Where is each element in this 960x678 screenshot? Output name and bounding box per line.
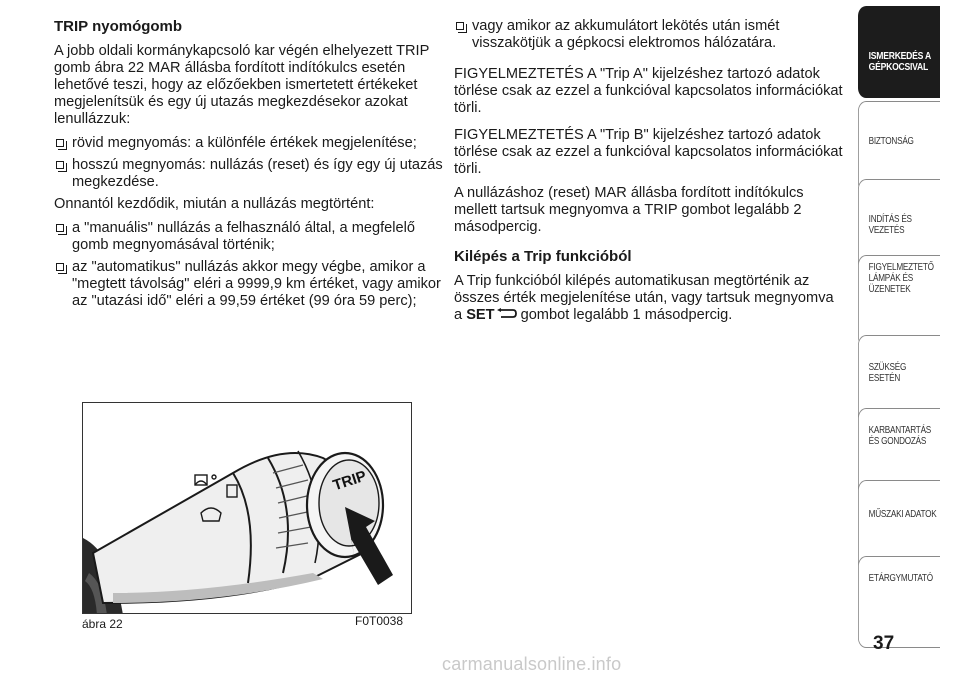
tab-muszaki[interactable]: MŰSZAKI ADATOK xyxy=(858,480,940,572)
warning-trip-b: FIGYELMEZTETÉS A "Trip B" kijelzéshez tartozó adatok törlése csak az ezzel a funkcióval kapcsolatos információkat törli. xyxy=(454,127,843,177)
list-item-text: a "manuális" nullázás a felhasználó által, a megfelelő gomb megnyomásával történik; xyxy=(72,220,415,253)
figure-caption: ábra 22 xyxy=(82,617,123,631)
list-item xyxy=(54,135,444,152)
checkbox-bullet-icon xyxy=(56,263,64,271)
exit-text-before: A Trip funkcióból kilépés automatikusan megtörténik az összes érték megjelenítése után, vagy tartsuk megnyomva a xyxy=(454,273,834,323)
exit-text-after: gombot legalább 1 másodpercig. xyxy=(520,307,733,323)
right-column xyxy=(454,18,844,331)
list-item xyxy=(54,259,444,310)
list-item xyxy=(54,220,444,254)
tab-biztonsag[interactable]: BIZTONSÁG xyxy=(858,101,940,193)
exit-paragraph xyxy=(454,273,844,324)
checkbox-bullet-icon xyxy=(56,161,64,169)
steering-stalk-drawing xyxy=(83,403,412,614)
tab-ismerkedes[interactable]: ISMERKEDÉS A GÉPKOCSIVAL xyxy=(858,6,940,98)
return-arrow-icon xyxy=(496,308,518,320)
checkbox-bullet-icon xyxy=(56,139,64,147)
intro-paragraph: A jobb oldali kormánykapcsoló kar végén elhelyezett TRIP gomb ábra 22 MAR állásba fordított indítókulcs esetén lehetővé teszi, hogy az előzőekben ismertetett értékeket megjelenítsük és egy új utazás megkezdésekor azokat lenullázzuk: xyxy=(54,43,430,127)
checkbox-bullet-icon xyxy=(456,22,464,30)
warning-trip-a: FIGYELMEZTETÉS A "Trip A" kijelzéshez tartozó adatok törlése csak az ezzel a funkcióval kapcsolatos információkat törli. xyxy=(454,66,843,116)
reset-paragraph: A nullázáshoz (reset) MAR állásba fordított indítókulcs mellett tartsuk megnyomva a TRIP gombot legalább 2 másodpercig. xyxy=(454,185,804,235)
tab-szukseg[interactable]: SZÜKSÉG ESETÉN xyxy=(858,335,940,427)
stalk-illustration xyxy=(82,402,412,614)
trip-button-label: TRIP xyxy=(330,467,369,495)
figure-code: F0T0038 xyxy=(355,614,404,628)
tab-inditas[interactable]: INDÍTÁS ÉS VEZETÉS xyxy=(858,179,940,271)
list-item-text: az "automatikus" nullázás akkor megy végbe, amikor a "megtett távolság" eléri a 9999,9 km értéket, vagy amikor az "utazási idő" eléri a 99,59 értéket (99 óra 59 perc); xyxy=(72,259,441,309)
exit-trip-heading: Kilépés a Trip funkcióból xyxy=(454,248,632,265)
reset-start-paragraph: Onnantól kezdődik, miután a nullázás megtörtént: xyxy=(54,196,375,212)
list-item-text: hosszú megnyomás: nullázás (reset) és így egy új utazás megkezdése. xyxy=(72,157,443,190)
set-button-label: SET xyxy=(466,307,495,323)
tab-figyelmezteto[interactable]: FIGYELMEZTETŐ LÁMPÁK ÉS ÜZENETEK xyxy=(858,255,940,347)
list-item xyxy=(454,18,844,52)
left-column xyxy=(54,18,444,315)
watermark: carmanualsonline.info xyxy=(442,654,622,674)
tab-targymutato[interactable]: ETÁRGYMUTATÓ xyxy=(858,556,940,648)
tab-karbantartas[interactable]: KARBANTARTÁS ÉS GONDOZÁS xyxy=(858,408,940,500)
checkbox-bullet-icon xyxy=(56,224,64,232)
page-number: 37 xyxy=(873,633,895,654)
chapter-sidebar xyxy=(858,0,960,678)
list-item-text: rövid megnyomás: a különféle értékek megjelenítése; xyxy=(72,135,417,151)
list-item-text: vagy amikor az akkumulátort lekötés után ismét visszakötjük a gépkocsi elektromos hálózatára. xyxy=(472,18,780,51)
trip-button-heading: TRIP nyomógomb xyxy=(54,18,183,35)
list-item xyxy=(54,157,444,191)
